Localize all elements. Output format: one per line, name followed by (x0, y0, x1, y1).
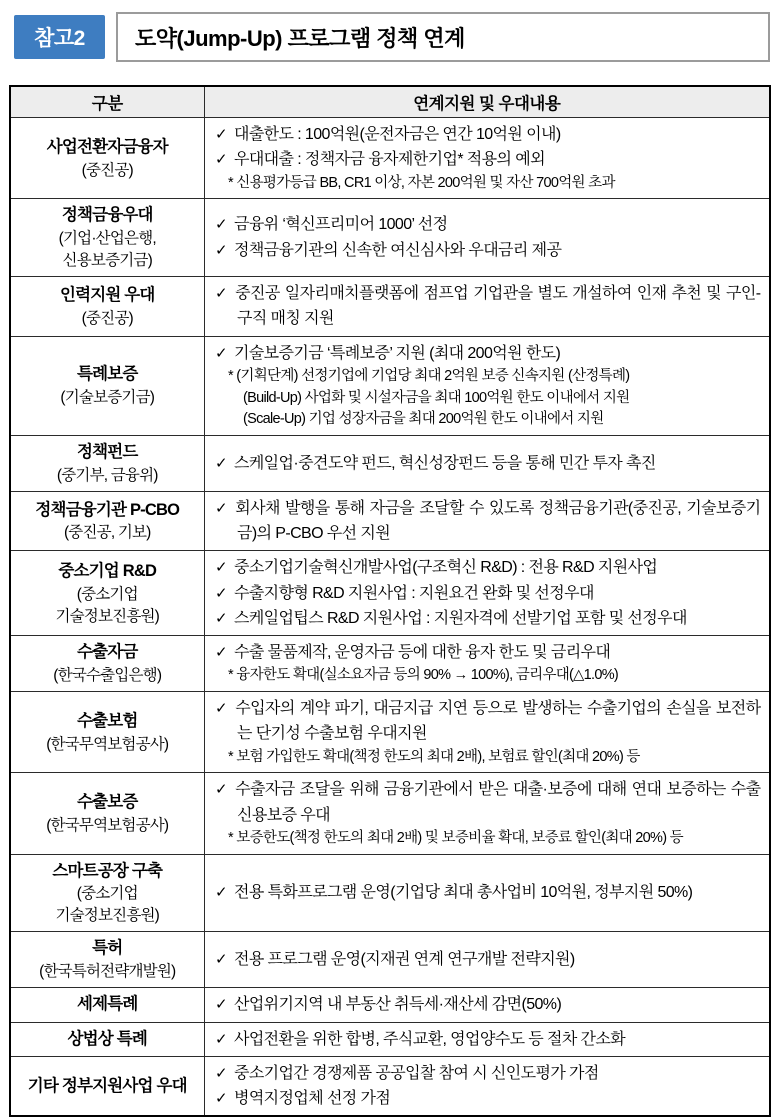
support-note: * 보험 가입한도 확대(책정 한도의 최대 2배), 보험료 할인(최대 20%) 등 (228, 748, 640, 765)
table-row (10, 1022, 770, 1056)
category-organization: (중기부, 금융위) (56, 466, 158, 484)
table-row (10, 277, 770, 337)
support-content-cell (205, 118, 770, 199)
category-organization: (한국무역보험공사) (46, 816, 169, 834)
category-cell (10, 1022, 205, 1056)
category-name: 수출보험 (76, 711, 138, 730)
category-cell (10, 551, 205, 636)
support-item: ✓ 스케일업·중견도약 펀드, 혁신성장펀드 등을 통해 민간 투자 촉진 (215, 454, 656, 472)
category-cell (10, 436, 205, 492)
category-name: 정책금융우대 (61, 206, 153, 225)
category-cell (10, 988, 205, 1022)
table-row (10, 988, 770, 1022)
table-row (10, 636, 770, 692)
check-icon: ✓ (215, 344, 227, 362)
category-organization: (중진공) (81, 161, 133, 179)
table-row (10, 1056, 770, 1116)
category-name: 스마트공장 구축 (52, 861, 163, 880)
category-name: 세제특례 (76, 995, 138, 1014)
support-content-cell (205, 551, 770, 636)
support-content-cell (205, 336, 770, 436)
category-organization: (기술보증기금) (60, 389, 155, 407)
check-icon: ✓ (215, 241, 227, 259)
support-note: (Build-Up) 사업화 및 시설자금을 최대 100억원 한도 이내에서 지원 (243, 389, 630, 406)
category-name: 중소기업 R&D (58, 561, 157, 580)
support-content-cell (205, 773, 770, 854)
support-item: ✓ 중소기업간 경쟁제품 공공입찰 참여 시 신인도평가 가점 (215, 1064, 599, 1082)
support-item: ✓ 기술보증기금 ‘특례보증’ 지원 (최대 200억원 한도) (215, 344, 561, 362)
column-header-support: 연계지원 및 우대내용 (205, 86, 770, 118)
support-note: * (기획단계) 선정기업에 기업당 최대 2억원 보증 신속지원 (산정특례) (228, 367, 630, 384)
category-name: 사업전환자금융자 (46, 137, 168, 156)
category-organization: (중소기업 (76, 585, 138, 603)
category-cell (10, 1056, 205, 1116)
table-row (10, 854, 770, 932)
table-row (10, 773, 770, 854)
support-item: ✓ 스케일업팁스 R&D 지원사업 : 지원자격에 선발기업 포함 및 선정우대 (215, 609, 687, 627)
category-name: 특허 (92, 939, 123, 958)
support-note: * 융자한도 확대(실소요자금 등의 90% → 100%), 금리우대(△1.0%) (228, 667, 619, 684)
category-organization: (중소기업 (76, 885, 138, 903)
category-organization: (한국수출입은행) (53, 667, 162, 685)
support-content-cell (205, 854, 770, 932)
table-row (10, 336, 770, 436)
category-name: 정책펀드 (76, 443, 138, 462)
page-title: 도약(Jump-Up) 프로그램 정책 연계 (135, 25, 465, 51)
table-row (10, 199, 770, 277)
category-name: 수출자금 (76, 643, 138, 662)
check-icon: ✓ (215, 285, 229, 303)
check-icon: ✓ (215, 126, 227, 143)
check-icon: ✓ (215, 781, 229, 799)
support-note: (Scale-Up) 기업 성장자금을 최대 200억원 한도 이내에서 지원 (243, 411, 604, 428)
support-content-cell (205, 1056, 770, 1116)
support-content-cell (205, 199, 770, 277)
support-item: ✓ 회사채 발행을 통해 자금을 조달할 수 있도록 정책금융기관(중진공, 기술보증기금)의 P-CBO 우선 지원 (215, 499, 761, 543)
support-item: ✓ 사업전환을 위한 합병, 주식교환, 영업양수도 등 절차 간소화 (215, 1030, 626, 1048)
reference-tag: 참고2 (14, 15, 105, 59)
support-item: ✓ 우대대출 : 정책자금 융자제한기업* 적용의 예외 (215, 151, 545, 169)
category-organization: (한국무역보험공사) (46, 735, 169, 753)
support-content-cell (205, 988, 770, 1022)
check-icon: ✓ (215, 951, 227, 969)
support-content-cell (205, 436, 770, 492)
support-item: ✓ 수입자의 계약 파기, 대금지급 지연 등으로 발생하는 수출기업의 손실을 보전하는 단기성 수출보험 우대지원 (215, 700, 761, 743)
category-cell (10, 773, 205, 854)
table-row (10, 551, 770, 636)
check-icon: ✓ (215, 499, 229, 517)
check-icon: ✓ (215, 584, 227, 602)
table-row (10, 118, 770, 199)
table-row (10, 692, 770, 773)
column-header-category: 구분 (10, 86, 205, 118)
category-name: 인력지원 우대 (59, 285, 155, 304)
table-row (10, 932, 770, 988)
category-cell (10, 491, 205, 551)
support-item: ✓ 정책금융기관의 신속한 여신심사와 우대금리 제공 (215, 241, 562, 259)
category-cell (10, 636, 205, 692)
support-item: ✓ 전용 특화프로그램 운영(기업당 최대 총사업비 10억원, 정부지원 50%) (215, 884, 693, 902)
check-icon: ✓ (215, 1030, 227, 1048)
check-icon: ✓ (215, 1064, 227, 1082)
support-item: ✓ 산업위기지역 내 부동산 취득세·재산세 감면(50%) (215, 996, 562, 1014)
support-item: ✓ 중진공 일자리매치플랫폼에 점프업 기업관을 별도 개설하여 인재 추천 및 구인-구직 매칭 지원 (215, 285, 761, 328)
check-icon: ✓ (215, 454, 227, 472)
check-icon: ✓ (215, 996, 227, 1014)
category-name: 상법상 특례 (67, 1029, 147, 1048)
table-row (10, 491, 770, 551)
support-item: ✓ 대출한도 : 100억원(운전자금은 연간 10억원 이내) (215, 126, 561, 143)
category-cell (10, 692, 205, 773)
category-organization: 기술정보진흥원) (55, 907, 160, 925)
table-header-row (10, 86, 770, 118)
check-icon: ✓ (215, 559, 227, 577)
category-organization: (한국특허전략개발원) (39, 963, 176, 981)
support-item: ✓ 중소기업기술혁신개발사업(구조혁신 R&D) : 전용 R&D 지원사업 (215, 559, 658, 577)
title-box (116, 12, 770, 62)
support-content-cell (205, 277, 770, 337)
check-icon: ✓ (215, 151, 227, 169)
support-item: ✓ 수출 물품제작, 운영자금 등에 대한 융자 한도 및 금리우대 (215, 644, 611, 662)
category-cell (10, 932, 205, 988)
table-body (10, 118, 770, 1117)
policy-linkage-table (9, 85, 771, 1117)
table-row (10, 436, 770, 492)
support-note: * 신용평가등급 BB, CR1 이상, 자본 200억원 및 자산 700억원 초과 (228, 174, 615, 191)
support-note: * 보증한도(책정 한도의 최대 2배) 및 보증비율 확대, 보증료 할인(최대 20%) 등 (228, 829, 683, 846)
category-organization: 기술정보진흥원) (55, 607, 160, 625)
category-cell (10, 277, 205, 337)
category-organization: (중진공) (81, 309, 133, 327)
support-content-cell (205, 636, 770, 692)
category-organization: 신용보증기금) (62, 252, 152, 270)
support-content-cell (205, 692, 770, 773)
support-content-cell (205, 932, 770, 988)
support-content-cell (205, 1022, 770, 1056)
support-item: ✓ 수출지향형 R&D 지원사업 : 지원요건 완화 및 선정우대 (215, 584, 594, 602)
support-content-cell (205, 491, 770, 551)
check-icon: ✓ (215, 1090, 227, 1108)
document-header (14, 12, 770, 62)
check-icon: ✓ (215, 216, 227, 234)
category-organization: (기업·산업은행, (58, 230, 156, 248)
support-item: ✓ 전용 프로그램 운영(지재권 연계 연구개발 전략지원) (215, 951, 575, 969)
category-name: 수출보증 (76, 793, 138, 812)
category-cell (10, 199, 205, 277)
check-icon: ✓ (215, 609, 227, 627)
check-icon: ✓ (215, 884, 227, 902)
support-item: ✓ 수출자금 조달을 위해 금융기관에서 받은 대출·보증에 대해 연대 보증하는 수출신용보증 우대 (215, 781, 761, 824)
category-cell (10, 118, 205, 199)
document-page (0, 12, 779, 1108)
support-item: ✓ 병역지정업체 선정 가점 (215, 1090, 391, 1108)
category-name: 정책금융기관 P-CBO (35, 500, 180, 519)
category-organization: (중진공, 기보) (63, 524, 151, 542)
category-name: 기타 정부지원사업 우대 (27, 1076, 187, 1095)
support-item: ✓ 금융위 ‘혁신프리미어 1000’ 선정 (215, 216, 448, 234)
check-icon: ✓ (215, 644, 227, 662)
category-name: 특례보증 (76, 365, 138, 384)
category-cell (10, 336, 205, 436)
check-icon: ✓ (215, 700, 229, 718)
category-cell (10, 854, 205, 932)
